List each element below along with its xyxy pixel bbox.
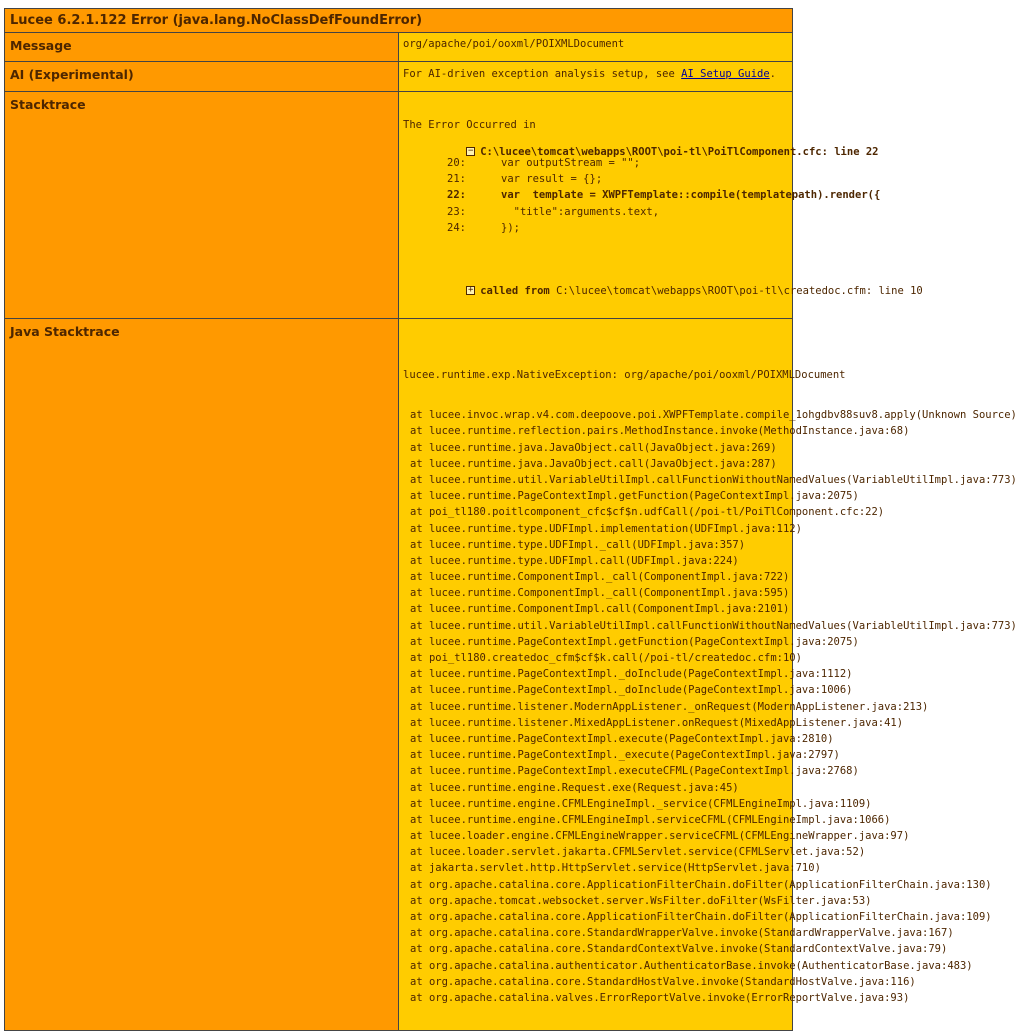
ai-text: For AI-driven exception analysis setup, see [403,68,682,80]
code-line-text: var outputStream = ""; [501,157,641,169]
minus-box-icon[interactable]: − [468,146,474,156]
ai-label: AI (Experimental) [5,62,399,92]
java-stack-frame: at lucee.runtime.ComponentImpl._call(ComponentImpl.java:595) [410,587,790,600]
code-snippet [438,155,880,236]
java-stack-frame: at lucee.runtime.PageContextImpl._execute(PageContextImpl.java:2797) [410,749,840,762]
error-title: Lucee 6.2.1.122 Error (java.lang.NoClassDefFoundError) [5,9,793,33]
code-line [438,220,880,236]
java-stack-frame: at org.apache.catalina.valves.ErrorReportValve.invoke(ErrorReportValve.java:93) [410,991,910,1004]
code-line [438,187,880,203]
java-stacktrace-header: lucee.runtime.exp.NativeException: org/apache/poi/ooxml/POIXMLDocument [403,369,846,381]
java-stack-frame: at lucee.runtime.util.VariableUtilImpl.callFunctionWithoutNamedValues(VariableUtilImpl.java:773) [410,619,1017,632]
java-stack-frame: at lucee.runtime.PageContextImpl._doInclude(PageContextImpl.java:1112) [410,668,853,681]
java-stack-frame: at org.apache.tomcat.websocket.server.WsFilter.doFilter(WsFilter.java:53) [410,894,872,907]
java-stack-frame: at lucee.runtime.java.JavaObject.call(JavaObject.java:287) [410,457,777,470]
code-line-text: var result = {}; [501,173,603,186]
java-stacktrace-label: Java Stacktrace [5,319,399,1031]
java-stack-frame: at lucee.runtime.PageContextImpl.getFunction(PageContextImpl.java:2075) [410,490,859,503]
code-line [438,155,880,171]
java-stack-frame: at poi_tl180.createdoc_cfm$cf$k.call(/poi-tl/createdoc.cfm:10) [410,652,802,664]
java-stack-frame: at lucee.runtime.PageContextImpl._doInclude(PageContextImpl.java:1006) [410,684,853,697]
java-stack-frame: at org.apache.catalina.core.ApplicationFilterChain.doFilter(ApplicationFilterChain.java:130) [410,878,992,891]
stacktrace-file: C:\lucee\tomcat\webapps\ROOT\poi-tl\PoiTlComponent.cfc: line 22 [480,146,879,158]
ai-text-end: . [769,68,776,80]
stacktrace-label: Stacktrace [5,92,399,319]
stacktrace-row [5,92,793,319]
java-stack-frame: at lucee.runtime.PageContextImpl.getFunction(PageContextImpl.java:2075) [410,635,859,648]
code-line-number: 21: [447,173,466,186]
called-from-label: called from [480,285,550,297]
stacktrace-intro: The Error Occurred in [403,119,536,131]
java-stack-frame: at lucee.runtime.listener.ModernAppListener._onRequest(ModernAppListener.java:213) [410,700,929,713]
java-stack-frame: at jakarta.servlet.http.HttpServlet.service(HttpServlet.java:710) [410,862,821,875]
java-stack-frame: at lucee.loader.servlet.jakarta.CFMLServlet.service(CFMLServlet.java:52) [410,846,866,859]
ai-row [5,62,793,92]
java-stack-frame: at lucee.runtime.engine.Request.exe(Request.java:45) [410,781,739,794]
code-line [438,171,880,187]
java-stack-frame: at lucee.runtime.util.VariableUtilImpl.callFunctionWithoutNamedValues(VariableUtilImpl.java:773) [410,473,1017,486]
java-stack-frame: at lucee.runtime.type.UDFImpl._call(UDFImpl.java:357) [410,538,746,551]
java-stack-frame: at lucee.runtime.PageContextImpl.executeCFML(PageContextImpl.java:2768) [410,765,859,778]
java-stack-frame: at lucee.runtime.engine.CFMLEngineImpl._service(CFMLEngineImpl.java:1109) [410,797,872,810]
message-label: Message [5,33,399,62]
java-stack-frame: at lucee.runtime.listener.MixedAppListener.onRequest(MixedAppListener.java:41) [410,716,904,729]
java-stack-frame: at lucee.runtime.PageContextImpl.execute(PageContextImpl.java:2810) [410,732,834,745]
java-stack-frame: at org.apache.catalina.authenticator.AuthenticatorBase.invoke(AuthenticatorBase.java:483) [410,959,973,972]
code-line-text: var template = XWPFTemplate::compile(templatepath).render({ [501,189,881,202]
java-stack-frame: at org.apache.catalina.core.StandardHostValve.invoke(StandardHostValve.java:116) [410,975,916,988]
error-table [4,8,1017,1031]
java-stack-frame: at lucee.runtime.java.JavaObject.call(JavaObject.java:269) [410,441,777,454]
code-line-number: 22: [447,189,466,202]
code-line-text: "title":arguments.text, [501,205,660,218]
java-stack-frame: at lucee.runtime.ComponentImpl.call(ComponentImpl.java:2101) [410,603,790,616]
java-stack-frame: at org.apache.catalina.core.ApplicationFilterChain.doFilter(ApplicationFilterChain.java:109) [410,911,992,923]
java-stack-frame: at lucee.invoc.wrap.v4.com.deepoove.poi.XWPFTemplate.compile_1ohgdbv88suv8.apply(Unknown Source) [410,409,1017,422]
message-row [5,33,793,62]
code-line-number: 24: [447,221,466,234]
stacktrace-value [399,92,923,319]
message-value: org/apache/poi/ooxml/POIXMLDocument [399,33,793,62]
code-line-number: 23: [447,205,466,218]
called-from-line[interactable] [403,273,923,309]
java-stack-frame: at poi_tl180.poitlcomponent_cfc$cf$n.udfCall(/poi-tl/PoiTlComponent.cfc:22) [410,506,885,519]
java-stacktrace-row [5,319,793,1031]
java-stack-frame: at org.apache.catalina.core.StandardContextValve.invoke(StandardContextValve.java:79) [410,943,948,956]
code-line-number: 20: [447,157,466,169]
title-row [5,9,793,33]
ai-setup-guide-link[interactable]: AI Setup Guide [681,68,770,80]
code-line [438,204,880,220]
java-stack-frame: at lucee.runtime.reflection.pairs.MethodInstance.invoke(MethodInstance.java:68) [410,425,910,438]
java-stack-frame: at org.apache.catalina.core.StandardWrapperValve.invoke(StandardWrapperValve.java:167) [410,927,954,940]
java-stack-frame: at lucee.runtime.type.UDFImpl.call(UDFImpl.java:224) [410,554,739,567]
ai-value [399,62,793,92]
java-stack-frame: at lucee.runtime.type.UDFImpl.implementation(UDFImpl.java:112) [410,522,802,535]
plus-box-icon[interactable]: + [468,285,474,295]
java-stack-frame: at lucee.runtime.engine.CFMLEngineImpl.serviceCFML(CFMLEngineImpl.java:1066) [410,813,891,826]
java-stacktrace-value [399,319,1017,1031]
java-stack-frame: at lucee.runtime.ComponentImpl._call(ComponentImpl.java:722) [410,571,790,584]
called-from-value: C:\lucee\tomcat\webapps\ROOT\poi-tl\createdoc.cfm: line 10 [549,285,923,297]
code-line-text: }); [501,221,520,234]
java-stack-frame: at lucee.loader.engine.CFMLEngineWrapper.serviceCFML(CFMLEngineWrapper.java:97) [410,830,910,843]
